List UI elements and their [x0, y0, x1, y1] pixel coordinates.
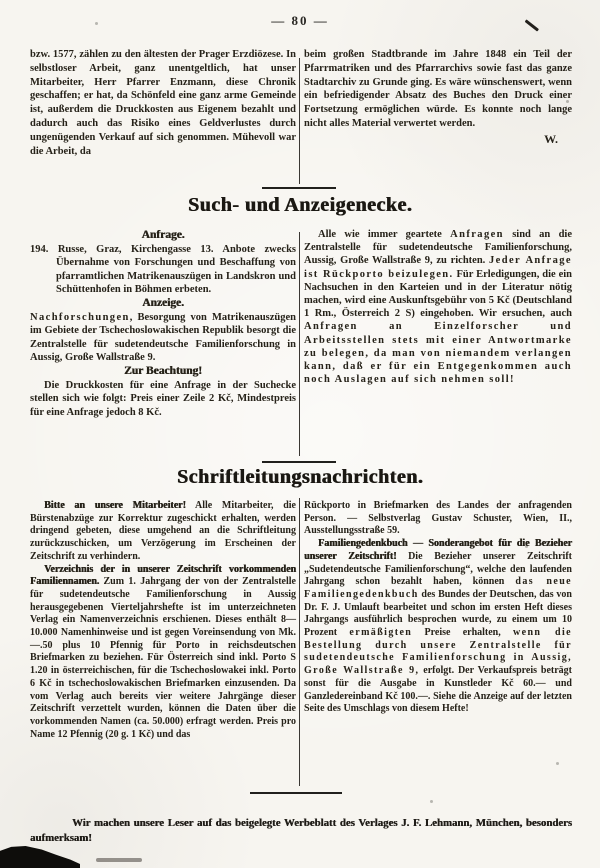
author-initial: W.	[544, 131, 558, 146]
page-number: — 80 —	[271, 13, 329, 28]
footer-notice: Wir machen unsere Leser auf das beigelegte Werbeblatt des Verlages J. F. Lehmann, München, besonders aufmerksam!	[30, 817, 572, 844]
notice-paragraph: Nachforschungen, Besorgung von Matrikenauszügen im Gebiete der Tschechoslowakischen Republik besorgt die Zentralstelle für sudetendeutsche Familienforschung in Aussig, Große Wallstraße 9.	[30, 312, 296, 363]
section-title-schriftleitung: Schriftleitungsnachrichten.	[176, 466, 424, 488]
column-rule	[299, 498, 300, 786]
scan-speck	[566, 100, 569, 103]
scan-speck	[556, 762, 559, 765]
subheading-anfrage: Anfrage.	[141, 229, 185, 241]
section-divider	[262, 187, 336, 189]
subheading-beachtung: Zur Beachtung!	[123, 365, 203, 378]
top-left-column	[30, 48, 296, 158]
ink-blot	[0, 846, 80, 868]
paragraph: bzw. 1577, zählen zu den ältesten der Prager Erzdiözese. In selbstloser Arbeit, ganz unentgeltlich, hat unser Mitarbeiter, Herr Pfarrer Enzmann, diese Chronik geschaffen; er hat, da Schönfeld eine ganz arme Gemeinde ist, außerdem die Druckkosten aus Eigenem bezahlt und dadurch auch das Risiko eines Geldverlustes durch ungenügenden Verkauf auf sich genommen. Mühevoll war die Arbeit, da	[30, 49, 296, 157]
section1-right-column	[304, 228, 572, 386]
subheading-anzeige: Anzeige.	[142, 297, 184, 310]
name-register-paragraph: Verzeichnis der in unserer Zeitschrift vorkommenden Familiennamen. Zum 1. Jahrgang der von der Zentralstelle für sudetendeutsche Familienforschung in Aussig herausgegebenen Vierteljahrshefte ist im unterzeichneten Verlag ein Namenverzeichnis erschienen. Dieses enthält 8—10.000 Namenhinweise und ist gegen Voreinsendung von Mk. —.50 plus 10 Pfennig für Porto in reichsdeutschen Briefmarken zu beziehen. Für Österreich sind inkl. Porto S 1.20 in österreichischen, für die Tschechoslowakei inkl. Porto 6 Kč in tschechoslowakischen Briefmarken einzusenden. Da vom Verlag auch bereits vier weitere Jahrgänge dieser Zeitschrift verzettelt wurden, können die Daten über die vorkommenden Namen (ca. 50.000) erfragt werden. Preis pro Name 12 Pfennig (20 g. 1 Kč) und das	[30, 563, 296, 740]
section-divider	[262, 461, 336, 463]
gedenkbuch-offer-paragraph: Familiengedenkbuch — Sonderangebot für die Bezieher unserer Zeitschrift! Die Bezieher unserer Zeitschrift „Sudetendeutsche Familienforschung“, welche den laufenden Jahrgang schon bezahlt haben, können das neue Familiengedenkbuch des Bundes der Deutschen, das von Dr. F. J. Umlauft bearbeitet und schon im ersten Heft dieses Jahrgangs ausführlich besprochen wurde, zu einem um 10 Prozent ermäßigten Preise erhalten, wenn die Bestellung durch unsere Zentralstelle für sudetendeutsche Familienforschung in Aussig, Große Wallstraße 9, erfolgt. Der Verkaufspreis beträgt sonst für die Ausgabe in Kunstleder Kč 60.— und Ganzledereinband Kč 100.—. Siehe die Anzeige auf der letzten Seite des Umschlags von diesem Hefte!	[304, 538, 573, 715]
search-entry-194: 194. Russe, Graz, Kirchengasse 13. Anbote zwecks Übernahme von Forschungen und Beschaffung von pfarramtlichen Matrikenauszügen in Landskron und Schüttenhofen in Böhmen erbeten.	[30, 244, 296, 295]
paragraph: beim großen Stadtbrande im Jahre 1848 ein Teil der Pfarrmatriken und des Pfarrarchivs sowie fast das ganze Stadtarchiv zu Grunde ging. Es wäre wünschenswert, wenn ein befriedigender Absatz des Buches den Druck einer Fortsetzung ermöglichen würde. Es konnte noch lange nicht alles Material verwertet werden.	[304, 49, 572, 129]
section-divider	[250, 792, 342, 794]
editors-request-paragraph: Bitte an unsere Mitarbeiter! Alle Mitarbeiter, die Bürstenabzüge zur Korrektur zugeschickt erhalten, werden dringend gebeten, diese umgehend an die Schriftleitung zurückzuschicken, um Verzögerung im Erscheinen der Zeitschrift zu verhindern.	[30, 500, 296, 562]
section2-left-column	[30, 500, 296, 741]
top-right-column	[304, 48, 572, 147]
column-rule	[299, 58, 300, 184]
ink-streak	[96, 858, 142, 862]
section2-right-column	[304, 500, 572, 716]
inquiry-info-paragraph: Alle wie immer geartete Anfragen sind an die Zentralstelle für sudetendeutsche Familienforschung, Aussig, Große Wallstraße 9, zu richten. Jeder Anfrage ist Rückporto beizulegen. Für Erledigungen, die ein Nachsuchen in den Karteien und in der Literatur nötig machen, wird eine Auskunftsgebühr von 5 Kč (Deutschland 1 Rm., Österreich 2 S) eingehoben. Wir ersuchen, auch Anfragen an Einzelforscher und Arbeitsstellen stets mit einer Antwortmarke zu belegen, da man von niemandem verlangen kann, daß er für ein Entgegenkommen auch noch Auslagen auf sich nehmen soll!	[304, 229, 572, 386]
pricing-paragraph: Die Druckkosten für eine Anfrage in der Suchecke stellen sich wie folgt: Preis einer Zeile 2 Kč, Mindestpreis für eine Anfrage jedoch 8 Kč.	[30, 380, 296, 418]
section1-left-column	[30, 228, 296, 419]
scan-speck	[525, 545, 528, 548]
continuation-paragraph: Rückporto in Briefmarken des Landes der anfragenden Person. — Selbstverlag Gustav Schuster, Wien, II., Ausstellungsstraße 59.	[304, 500, 572, 537]
column-rule	[299, 232, 300, 456]
scan-speck	[95, 22, 98, 25]
section-title-suchecke: Such- und Anzeigenecke.	[187, 194, 413, 216]
scan-speck	[430, 800, 433, 803]
